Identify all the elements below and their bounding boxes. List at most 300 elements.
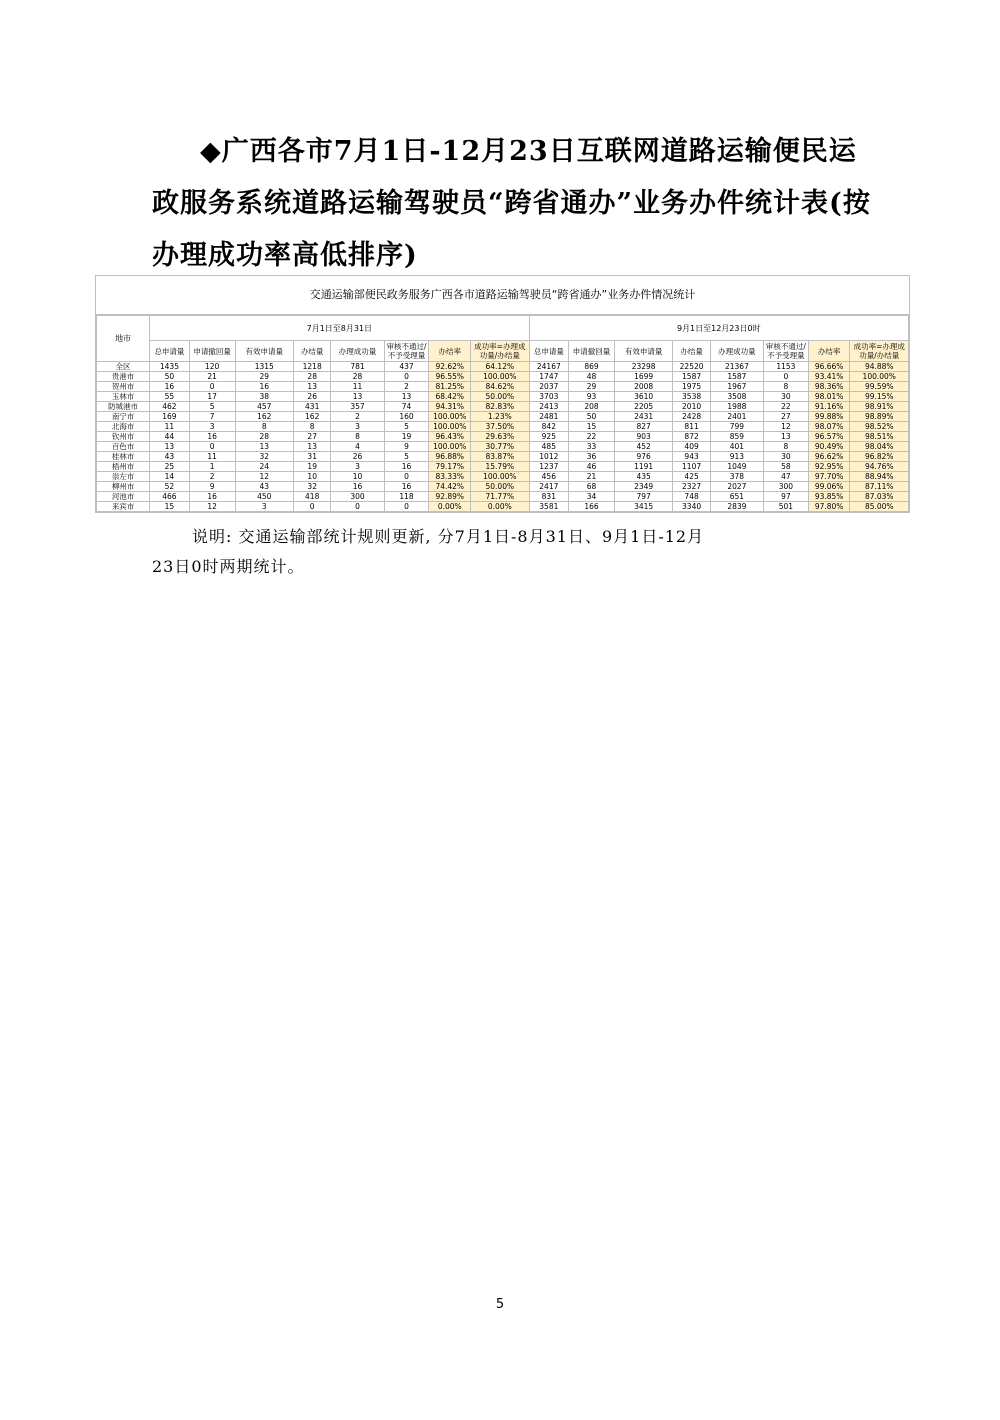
table-cell: 118 — [384, 492, 429, 502]
table-cell: 0.00% — [429, 502, 471, 512]
table-cell: 1435 — [150, 362, 190, 372]
table-cell: 21367 — [710, 362, 763, 372]
table-cell: 0 — [189, 442, 235, 452]
table-cell: 169 — [150, 412, 190, 422]
table-cell: 16 — [189, 432, 235, 442]
table-cell: 1012 — [529, 452, 569, 462]
table-cell: 3538 — [673, 392, 711, 402]
column-header: 总申请量 — [150, 341, 190, 362]
table-cell: 21 — [189, 372, 235, 382]
table-cell: 16 — [150, 382, 190, 392]
table-cell: 46 — [569, 462, 615, 472]
table-row — [97, 412, 909, 422]
table-cell: 3340 — [673, 502, 711, 512]
table-cell: 11 — [331, 382, 384, 392]
city-cell: 全区 — [97, 362, 150, 372]
table-cell: 2 — [384, 382, 429, 392]
table-cell: 98.04% — [850, 442, 909, 452]
table-row — [97, 362, 909, 372]
table-cell: 409 — [673, 442, 711, 452]
table-cell: 92.89% — [429, 492, 471, 502]
table-cell: 4 — [331, 442, 384, 452]
table-cell: 98.52% — [850, 422, 909, 432]
table-cell: 98.07% — [808, 422, 850, 432]
column-header: 成功率=办理成功量/办结量 — [471, 341, 529, 362]
table-cell: 0 — [763, 372, 808, 382]
table-cell: 10 — [293, 472, 331, 482]
table-cell: 97.80% — [808, 502, 850, 512]
column-header: 办理成功量 — [331, 341, 384, 362]
table-row — [97, 422, 909, 432]
table-cell: 872 — [673, 432, 711, 442]
table-caption: 交通运输部便民政务服务广西各市道路运输驾驶员“跨省通办”业务办件情况统计 — [96, 276, 909, 315]
table-cell: 29.63% — [471, 432, 529, 442]
table-cell: 976 — [614, 452, 672, 462]
table-cell: 401 — [710, 442, 763, 452]
table-cell: 99.06% — [808, 482, 850, 492]
column-header: 成功率=办理成功量/办结量 — [850, 341, 909, 362]
city-cell: 河池市 — [97, 492, 150, 502]
table-cell: 25 — [150, 462, 190, 472]
table-cell: 99.15% — [850, 392, 909, 402]
table-cell: 3610 — [614, 392, 672, 402]
table-cell: 162 — [235, 412, 293, 422]
table-row — [97, 372, 909, 382]
column-header: 审核不通过/不予受理量 — [384, 341, 429, 362]
city-cell: 梧州市 — [97, 462, 150, 472]
table-cell: 2 — [189, 472, 235, 482]
table-cell: 2027 — [710, 482, 763, 492]
table-cell: 37.50% — [471, 422, 529, 432]
column-header: 办结率 — [808, 341, 850, 362]
table-cell: 13 — [384, 392, 429, 402]
table-cell: 456 — [529, 472, 569, 482]
table-cell: 5 — [384, 452, 429, 462]
table-cell: 28 — [235, 432, 293, 442]
city-cell: 南宁市 — [97, 412, 150, 422]
table-cell: 74 — [384, 402, 429, 412]
table-cell: 120 — [189, 362, 235, 372]
table-cell: 431 — [293, 402, 331, 412]
table-cell: 2205 — [614, 402, 672, 412]
table-cell: 93.85% — [808, 492, 850, 502]
table-cell: 50.00% — [471, 482, 529, 492]
table-cell: 28 — [331, 372, 384, 382]
column-header: 有效申请量 — [614, 341, 672, 362]
table-cell: 64.12% — [471, 362, 529, 372]
table-cell: 16 — [235, 382, 293, 392]
table-cell: 94.88% — [850, 362, 909, 372]
table-cell: 100.00% — [850, 372, 909, 382]
table-body — [97, 362, 909, 512]
table-cell: 13 — [763, 432, 808, 442]
city-cell: 钦州市 — [97, 432, 150, 442]
table-cell: 27 — [763, 412, 808, 422]
heading-line-3: 办理成功率高低排序) — [152, 240, 418, 271]
table-cell: 88.94% — [850, 472, 909, 482]
table-cell: 2327 — [673, 482, 711, 492]
table-cell: 8 — [235, 422, 293, 432]
table-cell: 1587 — [710, 372, 763, 382]
table-cell: 28 — [293, 372, 331, 382]
table-cell: 3 — [331, 462, 384, 472]
table-cell: 12 — [235, 472, 293, 482]
table-cell: 925 — [529, 432, 569, 442]
table-cell: 1237 — [529, 462, 569, 472]
table-cell: 43 — [235, 482, 293, 492]
table-row — [97, 472, 909, 482]
column-header: 审核不通过/不予受理量 — [763, 341, 808, 362]
heading-line-1: ◆广西各市7月1日-12月23日互联网道路运输便民运 — [200, 136, 857, 167]
table-cell: 96.43% — [429, 432, 471, 442]
table-row — [97, 502, 909, 512]
table-cell: 48 — [569, 372, 615, 382]
table-cell: 452 — [614, 442, 672, 452]
note-line-1: 说明: 交通运输部统计规则更新, 分7月1日-8月31日、9月1日-12月 — [192, 527, 705, 546]
table-cell: 811 — [673, 422, 711, 432]
city-cell: 柳州市 — [97, 482, 150, 492]
city-cell: 贵港市 — [97, 372, 150, 382]
table-cell: 30 — [763, 452, 808, 462]
statistics-table-container — [95, 275, 910, 513]
table-cell: 79.17% — [429, 462, 471, 472]
table-cell: 9 — [189, 482, 235, 492]
table-cell: 22520 — [673, 362, 711, 372]
table-cell: 425 — [673, 472, 711, 482]
table-cell: 36 — [569, 452, 615, 462]
table-cell: 22 — [569, 432, 615, 442]
table-row — [97, 442, 909, 452]
table-cell: 903 — [614, 432, 672, 442]
table-cell: 651 — [710, 492, 763, 502]
table-cell: 1.23% — [471, 412, 529, 422]
table-cell: 19 — [293, 462, 331, 472]
table-row — [97, 402, 909, 412]
table-cell: 300 — [331, 492, 384, 502]
table-cell: 466 — [150, 492, 190, 502]
table-cell: 96.82% — [850, 452, 909, 462]
table-cell: 29 — [569, 382, 615, 392]
heading-line-2: 政服务系统道路运输驾驶员“跨省通办”业务办件统计表(按 — [152, 188, 871, 219]
table-row — [97, 492, 909, 502]
table-row — [97, 462, 909, 472]
table-cell: 0.00% — [471, 502, 529, 512]
table-cell: 1049 — [710, 462, 763, 472]
table-cell: 17 — [189, 392, 235, 402]
table-cell: 208 — [569, 402, 615, 412]
table-cell: 24 — [235, 462, 293, 472]
table-cell: 2008 — [614, 382, 672, 392]
table-cell: 96.62% — [808, 452, 850, 462]
document-heading — [152, 126, 871, 282]
table-cell: 485 — [529, 442, 569, 452]
table-cell: 31 — [293, 452, 331, 462]
city-cell: 玉林市 — [97, 392, 150, 402]
table-cell: 97.70% — [808, 472, 850, 482]
table-cell: 13 — [150, 442, 190, 452]
table-cell: 913 — [710, 452, 763, 462]
table-cell: 1975 — [673, 382, 711, 392]
table-cell: 16 — [384, 462, 429, 472]
table-cell: 5 — [189, 402, 235, 412]
city-cell: 桂林市 — [97, 452, 150, 462]
table-cell: 22 — [763, 402, 808, 412]
table-cell: 47 — [763, 472, 808, 482]
table-cell: 1 — [189, 462, 235, 472]
table-cell: 8 — [763, 382, 808, 392]
period-1-header: 7月1日至8月31日 — [150, 316, 529, 341]
table-cell: 15.79% — [471, 462, 529, 472]
table-cell: 24167 — [529, 362, 569, 372]
table-cell: 2413 — [529, 402, 569, 412]
table-cell: 100.00% — [429, 422, 471, 432]
table-cell: 11 — [189, 452, 235, 462]
table-cell: 82.83% — [471, 402, 529, 412]
table-cell: 74.42% — [429, 482, 471, 492]
table-cell: 26 — [293, 392, 331, 402]
table-row — [97, 392, 909, 402]
table-cell: 842 — [529, 422, 569, 432]
table-cell: 100.00% — [471, 472, 529, 482]
table-cell: 378 — [710, 472, 763, 482]
table-cell: 1315 — [235, 362, 293, 372]
table-cell: 501 — [763, 502, 808, 512]
column-header: 总申请量 — [529, 341, 569, 362]
column-header: 申请撤回量 — [569, 341, 615, 362]
table-cell: 13 — [331, 392, 384, 402]
table-cell: 93.41% — [808, 372, 850, 382]
table-cell: 943 — [673, 452, 711, 462]
table-cell: 3508 — [710, 392, 763, 402]
period-header-row — [97, 316, 909, 341]
table-cell: 748 — [673, 492, 711, 502]
table-cell: 50 — [150, 372, 190, 382]
table-cell: 50 — [569, 412, 615, 422]
table-cell: 0 — [384, 372, 429, 382]
page-number: 5 — [495, 1297, 505, 1312]
table-cell: 96.57% — [808, 432, 850, 442]
table-cell: 797 — [614, 492, 672, 502]
table-row — [97, 452, 909, 462]
table-cell: 2839 — [710, 502, 763, 512]
table-cell: 1153 — [763, 362, 808, 372]
table-cell: 3 — [331, 422, 384, 432]
table-cell: 1988 — [710, 402, 763, 412]
statistics-table — [96, 315, 909, 512]
table-cell: 58 — [763, 462, 808, 472]
table-cell: 3703 — [529, 392, 569, 402]
table-cell: 10 — [331, 472, 384, 482]
note-line-2: 23日0时两期统计。 — [152, 557, 305, 576]
table-cell: 418 — [293, 492, 331, 502]
table-cell: 5 — [384, 422, 429, 432]
column-header: 办结量 — [673, 341, 711, 362]
column-header: 申请撤回量 — [189, 341, 235, 362]
table-cell: 462 — [150, 402, 190, 412]
city-cell: 来宾市 — [97, 502, 150, 512]
table-cell: 83.33% — [429, 472, 471, 482]
table-cell: 27 — [293, 432, 331, 442]
column-header: 办理成功量 — [710, 341, 763, 362]
table-cell: 50.00% — [471, 392, 529, 402]
table-cell: 85.00% — [850, 502, 909, 512]
table-cell: 1747 — [529, 372, 569, 382]
table-cell: 98.36% — [808, 382, 850, 392]
table-cell: 1967 — [710, 382, 763, 392]
table-cell: 12 — [189, 502, 235, 512]
table-cell: 0 — [384, 502, 429, 512]
table-cell: 1699 — [614, 372, 672, 382]
table-cell: 827 — [614, 422, 672, 432]
table-cell: 2037 — [529, 382, 569, 392]
table-cell: 97 — [763, 492, 808, 502]
table-cell: 13 — [293, 442, 331, 452]
table-cell: 98.91% — [850, 402, 909, 412]
table-cell: 33 — [569, 442, 615, 452]
table-cell: 94.31% — [429, 402, 471, 412]
table-cell: 3 — [189, 422, 235, 432]
table-cell: 32 — [235, 452, 293, 462]
table-cell: 68.42% — [429, 392, 471, 402]
table-cell: 96.88% — [429, 452, 471, 462]
table-cell: 30.77% — [471, 442, 529, 452]
table-cell: 2349 — [614, 482, 672, 492]
table-cell: 3 — [235, 502, 293, 512]
table-cell: 2417 — [529, 482, 569, 492]
column-header-row — [97, 341, 909, 362]
table-cell: 71.77% — [471, 492, 529, 502]
table-cell: 799 — [710, 422, 763, 432]
table-cell: 30 — [763, 392, 808, 402]
table-cell: 13 — [235, 442, 293, 452]
table-cell: 99.88% — [808, 412, 850, 422]
table-cell: 15 — [150, 502, 190, 512]
table-cell: 162 — [293, 412, 331, 422]
table-cell: 100.00% — [429, 412, 471, 422]
table-cell: 15 — [569, 422, 615, 432]
table-cell: 84.62% — [471, 382, 529, 392]
table-cell: 11 — [150, 422, 190, 432]
table-cell: 166 — [569, 502, 615, 512]
table-cell: 831 — [529, 492, 569, 502]
table-cell: 457 — [235, 402, 293, 412]
table-cell: 781 — [331, 362, 384, 372]
table-cell: 869 — [569, 362, 615, 372]
table-cell: 87.03% — [850, 492, 909, 502]
table-cell: 21 — [569, 472, 615, 482]
table-cell: 8 — [763, 442, 808, 452]
column-header: 办结率 — [429, 341, 471, 362]
table-cell: 2010 — [673, 402, 711, 412]
table-cell: 92.62% — [429, 362, 471, 372]
table-cell: 98.89% — [850, 412, 909, 422]
table-cell: 16 — [189, 492, 235, 502]
table-cell: 55 — [150, 392, 190, 402]
city-cell: 贺州市 — [97, 382, 150, 392]
table-cell: 2 — [331, 412, 384, 422]
table-cell: 12 — [763, 422, 808, 432]
table-cell: 43 — [150, 452, 190, 462]
period-2-header: 9月1日至12月23日0时 — [529, 316, 908, 341]
table-cell: 450 — [235, 492, 293, 502]
table-cell: 160 — [384, 412, 429, 422]
table-cell: 100.00% — [471, 372, 529, 382]
table-cell: 16 — [331, 482, 384, 492]
table-cell: 83.87% — [471, 452, 529, 462]
table-cell: 0 — [384, 472, 429, 482]
table-cell: 1191 — [614, 462, 672, 472]
table-cell: 357 — [331, 402, 384, 412]
table-cell: 9 — [384, 442, 429, 452]
table-cell: 44 — [150, 432, 190, 442]
table-cell: 93 — [569, 392, 615, 402]
table-cell: 2431 — [614, 412, 672, 422]
table-cell: 96.66% — [808, 362, 850, 372]
table-cell: 29 — [235, 372, 293, 382]
table-cell: 3415 — [614, 502, 672, 512]
table-cell: 96.55% — [429, 372, 471, 382]
table-cell: 13 — [293, 382, 331, 392]
table-cell: 0 — [331, 502, 384, 512]
table-cell: 3581 — [529, 502, 569, 512]
city-cell: 北海市 — [97, 422, 150, 432]
column-header: 有效申请量 — [235, 341, 293, 362]
explanatory-note — [152, 522, 852, 582]
table-cell: 16 — [384, 482, 429, 492]
table-row — [97, 382, 909, 392]
table-cell: 94.76% — [850, 462, 909, 472]
table-cell: 7 — [189, 412, 235, 422]
table-cell: 2481 — [529, 412, 569, 422]
table-row — [97, 482, 909, 492]
table-cell: 68 — [569, 482, 615, 492]
table-cell: 2401 — [710, 412, 763, 422]
table-cell: 1107 — [673, 462, 711, 472]
table-cell: 34 — [569, 492, 615, 502]
table-cell: 38 — [235, 392, 293, 402]
table-cell: 98.01% — [808, 392, 850, 402]
table-cell: 435 — [614, 472, 672, 482]
table-cell: 100.00% — [429, 442, 471, 452]
table-cell: 0 — [189, 382, 235, 392]
table-cell: 0 — [293, 502, 331, 512]
table-cell: 87.11% — [850, 482, 909, 492]
table-cell: 90.49% — [808, 442, 850, 452]
table-cell: 81.25% — [429, 382, 471, 392]
column-header: 办结量 — [293, 341, 331, 362]
table-cell: 52 — [150, 482, 190, 492]
table-row — [97, 432, 909, 442]
table-cell: 2428 — [673, 412, 711, 422]
table-cell: 32 — [293, 482, 331, 492]
city-cell: 崇左市 — [97, 472, 150, 482]
city-cell: 百色市 — [97, 442, 150, 452]
table-cell: 1587 — [673, 372, 711, 382]
city-column-header: 地市 — [97, 316, 150, 362]
table-cell: 300 — [763, 482, 808, 492]
table-cell: 23298 — [614, 362, 672, 372]
table-cell: 437 — [384, 362, 429, 372]
table-cell: 14 — [150, 472, 190, 482]
table-cell: 8 — [293, 422, 331, 432]
table-cell: 98.51% — [850, 432, 909, 442]
table-cell: 26 — [331, 452, 384, 462]
table-cell: 1218 — [293, 362, 331, 372]
table-cell: 8 — [331, 432, 384, 442]
table-cell: 859 — [710, 432, 763, 442]
table-cell: 91.16% — [808, 402, 850, 412]
table-cell: 92.95% — [808, 462, 850, 472]
